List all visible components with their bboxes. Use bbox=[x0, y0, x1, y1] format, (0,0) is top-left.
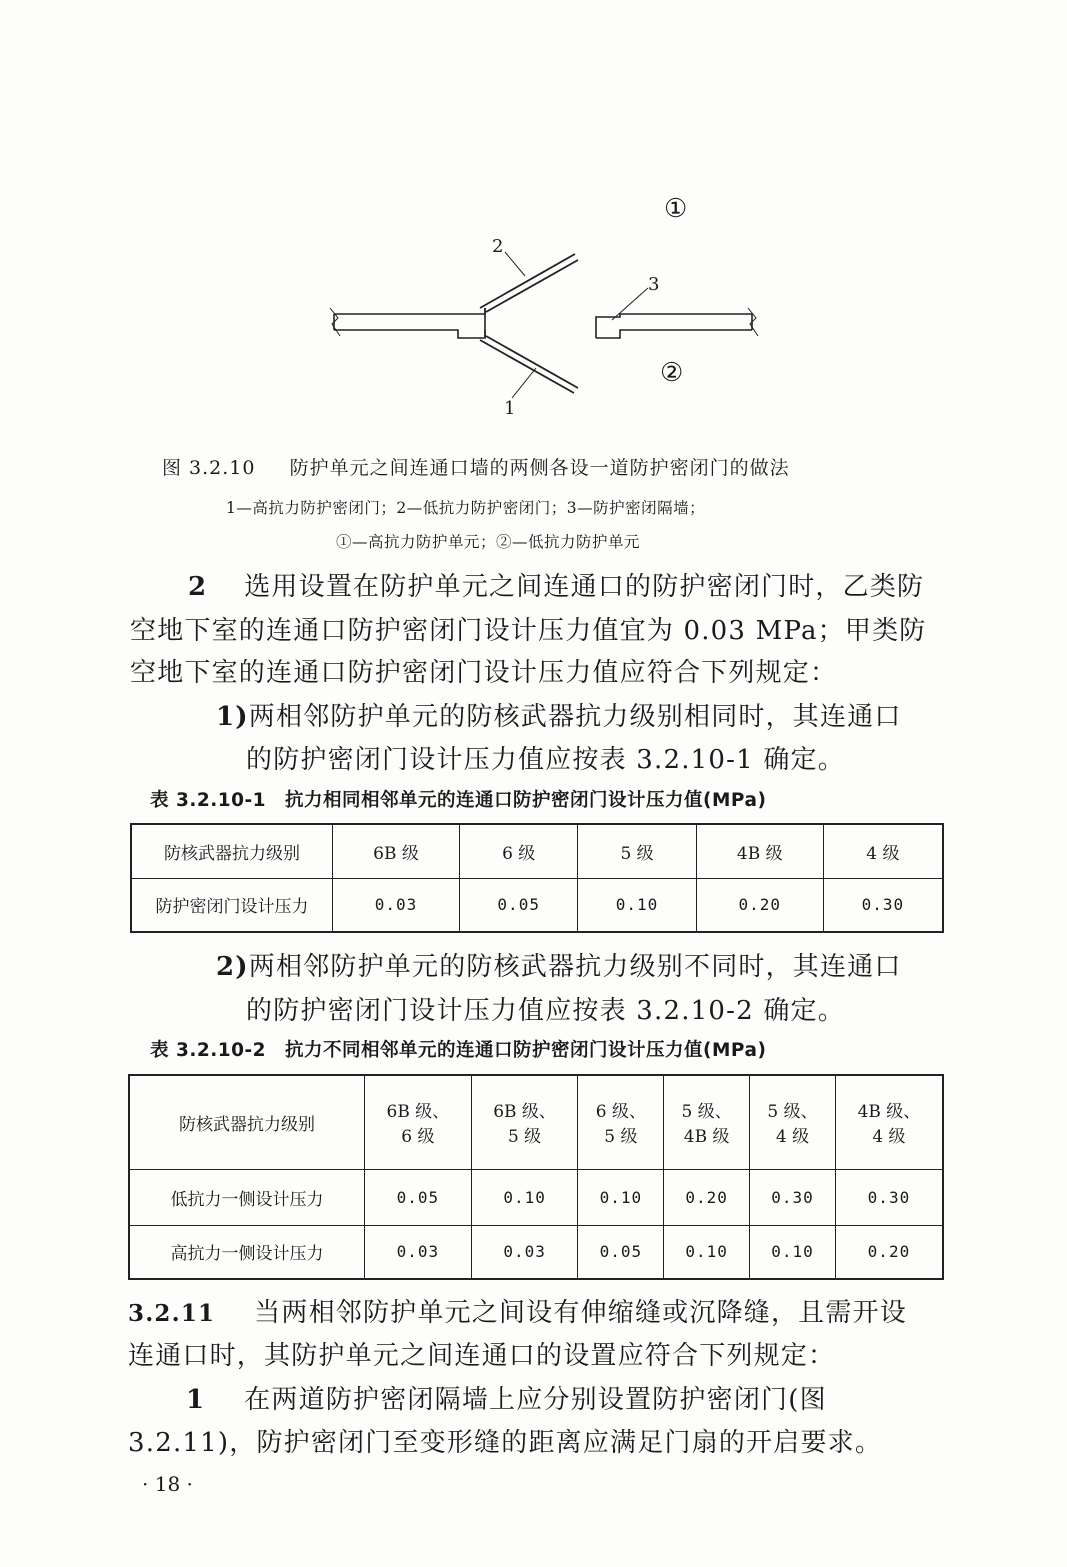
item-2-line-1 bbox=[216, 946, 902, 983]
table-2-high-cell: 0.10 bbox=[664, 1225, 750, 1279]
table-2-level-cell: 5 级、 4B 级 bbox=[664, 1075, 750, 1169]
item-1-line-1 bbox=[216, 696, 902, 733]
table-1-caption: 表 3.2.10-1 抗力相同相邻单元的连通口防护密闭门设计压力值(MPa) bbox=[150, 790, 767, 811]
label-2: 2 bbox=[492, 236, 504, 257]
table-2-high-cell: 0.03 bbox=[471, 1225, 578, 1279]
section-3-2-11-line-2: 连通口时，其防护单元之间连通口的设置应符合下列规定： bbox=[128, 1341, 836, 1371]
door-layout-figure bbox=[320, 190, 760, 430]
leader-2 bbox=[505, 252, 525, 276]
para-2-text-1: 选用设置在防护单元之间连通口的防护密闭门时，乙类防 bbox=[244, 572, 925, 602]
table-2-level-cell: 4B 级、 4 级 bbox=[835, 1075, 943, 1169]
door-2 bbox=[480, 254, 575, 308]
section-text-1: 当两相邻防护单元之间设有伸缩缝或沉降缝，且需开设 bbox=[254, 1298, 907, 1328]
table-2-low-cell: 0.30 bbox=[835, 1169, 943, 1225]
section-p1-line-1 bbox=[186, 1379, 827, 1416]
table-1 bbox=[130, 823, 944, 933]
item-2-line-2: 的防护密闭门设计压力值应按表 3.2.10-2 确定。 bbox=[246, 996, 845, 1026]
item-2-number: 2) bbox=[216, 952, 249, 982]
para-2-line-1 bbox=[188, 566, 924, 603]
leader-3 bbox=[612, 288, 648, 320]
table-1-value-cell: 0.05 bbox=[460, 878, 578, 932]
table-2-level-cell: 6B 级、 5 级 bbox=[471, 1075, 578, 1169]
section-p1-number: 1 bbox=[186, 1385, 206, 1415]
table-2-level-cell: 5 级、 4 级 bbox=[750, 1075, 836, 1169]
table-2-caption: 表 3.2.10-2 抗力不同相邻单元的连通口防护密闭门设计压力值(MPa) bbox=[150, 1040, 767, 1061]
table-2-row-label-level: 防核武器抗力级别 bbox=[129, 1075, 365, 1169]
table-2 bbox=[128, 1074, 944, 1280]
table-2-high-cell: 0.20 bbox=[835, 1225, 943, 1279]
table-1-level-cell: 6 级 bbox=[460, 824, 578, 878]
table-2-row-label-high: 高抗力一侧设计压力 bbox=[129, 1225, 365, 1279]
table-1-value-cell: 0.03 bbox=[333, 878, 460, 932]
table-2-high-cell: 0.03 bbox=[365, 1225, 472, 1279]
figure-legend-line-2: ①—高抗力防护单元；②—低抗力防护单元 bbox=[336, 533, 641, 551]
table-2-level-cell: 6 级、 5 级 bbox=[578, 1075, 664, 1169]
left-wall-bottom bbox=[334, 330, 485, 338]
label-unit-2: ② bbox=[660, 358, 684, 388]
page-number: · 18 · bbox=[142, 1472, 193, 1496]
figure-legend-line-1: 1—高抗力防护密闭门；2—低抗力防护密闭门；3—防护密闭隔墙； bbox=[226, 499, 706, 517]
table-2-level-cell: 6B 级、 6 级 bbox=[365, 1075, 472, 1169]
figure-caption bbox=[162, 453, 790, 480]
table-2-low-cell: 0.10 bbox=[578, 1169, 664, 1225]
para-2-line-2: 空地下室的连通口防护密闭门设计压力值宜为 0.03 MPa；甲类防 bbox=[130, 616, 927, 646]
table-1-level-cell: 4B 级 bbox=[696, 824, 823, 878]
wall-plan-diagram bbox=[320, 190, 760, 430]
table-2-high-cell: 0.05 bbox=[578, 1225, 664, 1279]
label-3: 3 bbox=[648, 274, 660, 295]
label-1: 1 bbox=[504, 398, 516, 419]
table-2-low-cell: 0.05 bbox=[365, 1169, 472, 1225]
table-1-value-cell: 0.10 bbox=[578, 878, 696, 932]
table-1-level-cell: 4 级 bbox=[823, 824, 943, 878]
table-1-level-cell: 6B 级 bbox=[333, 824, 460, 878]
table-1-level-cell: 5 级 bbox=[578, 824, 696, 878]
item-2-text-1: 两相邻防护单元的防核武器抗力级别不同时，其连通口 bbox=[248, 952, 902, 982]
table-1-row-label-pressure: 防护密闭门设计压力 bbox=[131, 878, 333, 932]
table-2-low-cell: 0.20 bbox=[664, 1169, 750, 1225]
left-wall-top bbox=[334, 308, 485, 314]
table-2-low-cell: 0.10 bbox=[471, 1169, 578, 1225]
table-2-high-cell: 0.10 bbox=[750, 1225, 836, 1279]
section-number: 3.2.11 bbox=[128, 1300, 216, 1327]
door-1 bbox=[480, 340, 574, 393]
item-1-text-1: 两相邻防护单元的防核武器抗力级别相同时，其连通口 bbox=[248, 702, 902, 732]
table-2-low-cell: 0.30 bbox=[750, 1169, 836, 1225]
table-1-value-cell: 0.30 bbox=[823, 878, 943, 932]
table-1-row-label-level: 防核武器抗力级别 bbox=[131, 824, 333, 878]
figure-caption-text: 防护单元之间连通口墙的两侧各设一道防护密闭门的做法 bbox=[289, 457, 790, 479]
section-p1-line-2: 3.2.11)，防护密闭门至变形缝的距离应满足门扇的开启要求。 bbox=[128, 1428, 883, 1458]
label-unit-1: ① bbox=[664, 194, 688, 224]
leader-1 bbox=[512, 368, 536, 398]
para-2-number: 2 bbox=[188, 572, 208, 602]
figure-caption-number: 图 3.2.10 bbox=[162, 457, 256, 479]
item-1-line-2: 的防护密闭门设计压力值应按表 3.2.10-1 确定。 bbox=[246, 745, 845, 775]
table-2-row-label-low: 低抗力一侧设计压力 bbox=[129, 1169, 365, 1225]
para-2-line-3: 空地下室的连通口防护密闭门设计压力值应符合下列规定： bbox=[130, 658, 838, 688]
section-3-2-11-line-1 bbox=[128, 1292, 907, 1329]
table-1-value-cell: 0.20 bbox=[696, 878, 823, 932]
section-p1-text-1: 在两道防护密闭隔墙上应分别设置防护密闭门(图 bbox=[244, 1385, 827, 1415]
item-1-number: 1) bbox=[216, 702, 249, 732]
